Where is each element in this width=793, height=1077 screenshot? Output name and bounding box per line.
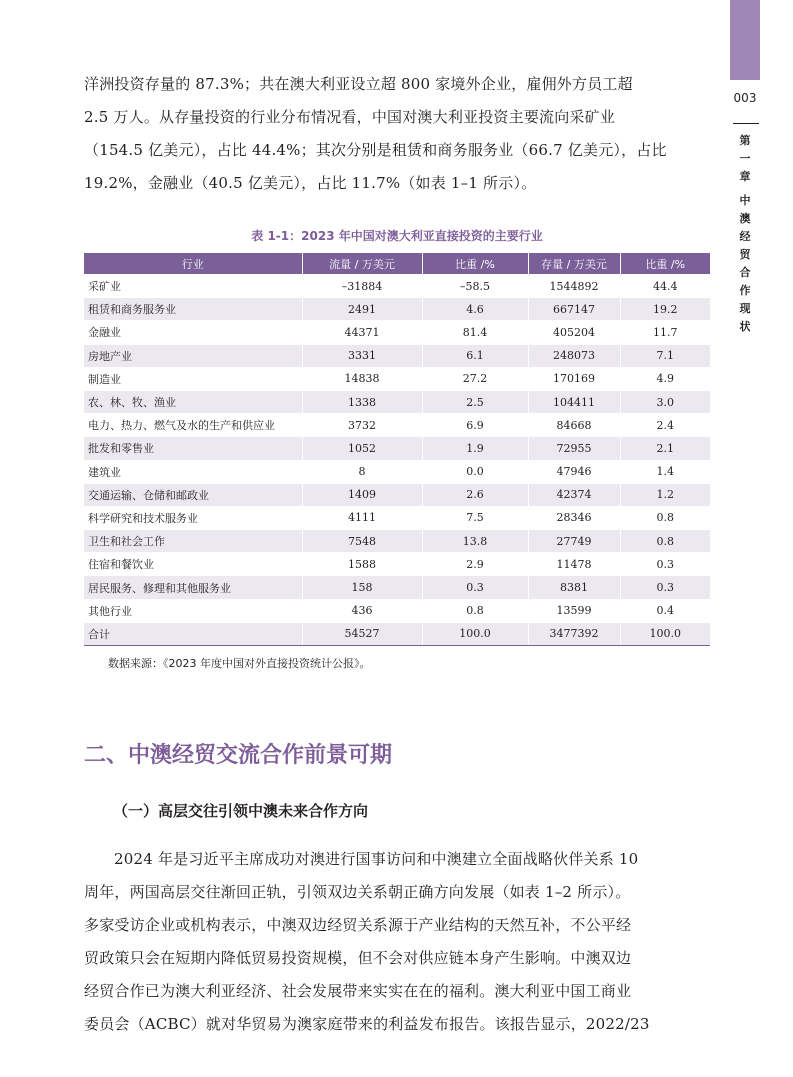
value-cell: 8 [302, 460, 422, 483]
text-line: 2024 年是习近平主席成功对澳进行国事访问和中澳建立全面战略伙伴关系 10 [114, 850, 639, 868]
value-cell: 2.9 [422, 553, 528, 576]
table-row [84, 576, 710, 599]
chapter-char: 第 [739, 134, 751, 147]
value-cell: 54527 [302, 622, 422, 645]
table-row [84, 275, 710, 298]
table-row [84, 367, 710, 390]
text-line: 周年，两国高层交往渐回正轨，引领双边关系朝正确方向发展（如表 1–2 所示）。 [84, 883, 631, 901]
value-cell: –58.5 [422, 275, 528, 298]
text-line: （154.5 亿美元），占比 44.4%；其次分别是租赁和商务服务业（66.7 亿美元），占比 [84, 141, 667, 159]
text-line: 贸政策只会在短期内降低贸易投资规模，但不会对供应链本身产生影响。中澳双边 [84, 949, 632, 967]
value-cell: 170169 [528, 367, 620, 390]
value-cell: 0.3 [422, 576, 528, 599]
value-cell: 1052 [302, 437, 422, 460]
value-cell: 19.2 [620, 298, 710, 321]
value-cell: 1544892 [528, 275, 620, 298]
value-cell: 72955 [528, 437, 620, 460]
value-cell: 8381 [528, 576, 620, 599]
table-row [84, 460, 710, 483]
chapter-char: 作 [739, 284, 751, 297]
chapter-char: 章 [739, 170, 751, 183]
chapter-char: 经 [739, 230, 751, 243]
value-cell: 3.0 [620, 390, 710, 413]
value-cell: 44371 [302, 321, 422, 344]
value-cell: 7548 [302, 530, 422, 553]
value-cell: 0.8 [620, 506, 710, 529]
value-cell: 7.1 [620, 344, 710, 367]
industry-cell: 房地产业 [84, 344, 302, 367]
industry-cell: 采矿业 [84, 275, 302, 298]
table-row [84, 622, 710, 645]
chapter-char: 一 [739, 152, 751, 165]
value-cell: 28346 [528, 506, 620, 529]
body-paragraph [84, 843, 714, 1041]
value-cell: 158 [302, 576, 422, 599]
table-row [84, 344, 710, 367]
table-row [84, 530, 710, 553]
value-cell: 1338 [302, 390, 422, 413]
value-cell: 100.0 [620, 622, 710, 645]
value-cell: 436 [302, 599, 422, 622]
text-line: 洋洲投资存量的 87.3%；共在澳大利亚设立超 800 家境外企业，雇佣外方员工超 [84, 75, 633, 93]
value-cell: 0.3 [620, 576, 710, 599]
value-cell: 47946 [528, 460, 620, 483]
value-cell: 27.2 [422, 367, 528, 390]
column-header: 行业 [84, 253, 302, 275]
industry-cell: 电力、热力、燃气及水的生产和供应业 [84, 414, 302, 437]
table-row [84, 506, 710, 529]
value-cell: 27749 [528, 530, 620, 553]
table-row [84, 390, 710, 413]
chapter-tab [730, 0, 760, 80]
value-cell: 4.6 [422, 298, 528, 321]
industry-cell: 合计 [84, 622, 302, 645]
text-line: 19.2%，金融业（40.5 亿美元），占比 11.7%（如表 1–1 所示）。 [84, 174, 537, 192]
value-cell: 4.9 [620, 367, 710, 390]
value-cell: 0.3 [620, 553, 710, 576]
industry-cell: 居民服务、修理和其他服务业 [84, 576, 302, 599]
column-header: 流量 / 万美元 [302, 253, 422, 275]
industry-cell: 科学研究和技术服务业 [84, 506, 302, 529]
table-row [84, 298, 710, 321]
value-cell: 42374 [528, 483, 620, 506]
value-cell: 0.0 [422, 460, 528, 483]
table-title: 表 1-1：2023 年中国对澳大利亚直接投资的主要行业 [251, 229, 543, 243]
value-cell: 1588 [302, 553, 422, 576]
value-cell: 667147 [528, 298, 620, 321]
value-cell: 0.8 [422, 599, 528, 622]
table-row [84, 414, 710, 437]
value-cell: 2.6 [422, 483, 528, 506]
value-cell: –31884 [302, 275, 422, 298]
industry-cell: 交通运输、仓储和邮政业 [84, 483, 302, 506]
value-cell: 100.0 [422, 622, 528, 645]
value-cell: 2491 [302, 298, 422, 321]
section-heading: 二、中澳经贸交流合作前景可期 [84, 743, 393, 768]
value-cell: 1409 [302, 483, 422, 506]
value-cell: 248073 [528, 344, 620, 367]
value-cell: 44.4 [620, 275, 710, 298]
chapter-char: 合 [739, 266, 751, 279]
sub-heading: （一）高层交往引领中澳未来合作方向 [113, 802, 369, 820]
value-cell: 13.8 [422, 530, 528, 553]
chapter-char: 中 [739, 194, 751, 207]
value-cell: 11.7 [620, 321, 710, 344]
column-header: 比重 /% [620, 253, 710, 275]
value-cell: 4111 [302, 506, 422, 529]
column-header: 存量 / 万美元 [528, 253, 620, 275]
page-number: 003 [733, 91, 757, 105]
intro-paragraph [84, 68, 714, 200]
side-divider [733, 123, 759, 124]
chapter-char: 澳 [739, 212, 751, 225]
value-cell: 6.9 [422, 414, 528, 437]
value-cell: 0.8 [620, 530, 710, 553]
value-cell: 81.4 [422, 321, 528, 344]
industry-cell: 建筑业 [84, 460, 302, 483]
value-cell: 1.2 [620, 483, 710, 506]
value-cell: 3732 [302, 414, 422, 437]
value-cell: 1.4 [620, 460, 710, 483]
value-cell: 3331 [302, 344, 422, 367]
table-header-row [84, 253, 710, 275]
industry-cell: 制造业 [84, 367, 302, 390]
table-row [84, 599, 710, 622]
value-cell: 104411 [528, 390, 620, 413]
value-cell: 2.5 [422, 390, 528, 413]
table-row [84, 437, 710, 460]
industry-cell: 金融业 [84, 321, 302, 344]
value-cell: 2.1 [620, 437, 710, 460]
value-cell: 2.4 [620, 414, 710, 437]
value-cell: 1.9 [422, 437, 528, 460]
text-line: 2.5 万人。从存量投资的行业分布情况看，中国对澳大利亚投资主要流向采矿业 [84, 108, 616, 126]
industry-cell: 批发和零售业 [84, 437, 302, 460]
chapter-label [730, 132, 760, 336]
chapter-char: 现 [739, 302, 751, 315]
value-cell: 84668 [528, 414, 620, 437]
investment-table [84, 253, 710, 646]
table-row [84, 483, 710, 506]
column-header: 比重 /% [422, 253, 528, 275]
value-cell: 11478 [528, 553, 620, 576]
value-cell: 6.1 [422, 344, 528, 367]
value-cell: 0.4 [620, 599, 710, 622]
text-line: 经贸合作已为澳大利亚经济、社会发展带来实实在在的福利。澳大利亚中国工商业 [84, 982, 632, 1000]
value-cell: 405204 [528, 321, 620, 344]
text-line: 委员会（ACBC）就对华贸易为澳家庭带来的利益发布报告。该报告显示，2022/23 [84, 1015, 650, 1033]
industry-cell: 卫生和社会工作 [84, 530, 302, 553]
table-row [84, 321, 710, 344]
table-row [84, 553, 710, 576]
value-cell: 14838 [302, 367, 422, 390]
text-line: 多家受访企业或机构表示，中澳双边经贸关系源于产业结构的天然互补，不公平经 [84, 916, 632, 934]
industry-cell: 其他行业 [84, 599, 302, 622]
chapter-char: 贸 [739, 248, 751, 261]
value-cell: 3477392 [528, 622, 620, 645]
table-source-note: 数据来源：《2023 年度中国对外直接投资统计公报》。 [108, 657, 371, 670]
industry-cell: 住宿和餐饮业 [84, 553, 302, 576]
value-cell: 7.5 [422, 506, 528, 529]
value-cell: 13599 [528, 599, 620, 622]
industry-cell: 租赁和商务服务业 [84, 298, 302, 321]
chapter-char: 状 [739, 320, 751, 333]
industry-cell: 农、林、牧、渔业 [84, 390, 302, 413]
